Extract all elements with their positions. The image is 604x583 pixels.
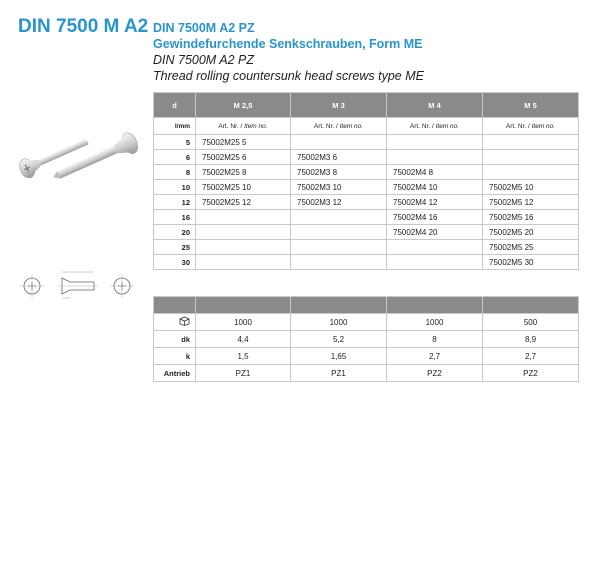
k-row [154,348,579,365]
k-label: k [154,348,196,365]
article-cell: 75002M3 8 [291,165,387,180]
drive-row [154,365,579,382]
length-cell: 5 [154,135,196,150]
dk-cell: 5,2 [291,331,387,348]
article-cell: 75002M4 10 [387,180,483,195]
article-cell: 75002M3 12 [291,195,387,210]
table-row [154,150,579,165]
article-cell [387,135,483,150]
title-english-code: DIN 7500M A2 PZ [153,53,254,67]
package-qty-cell: 1000 [387,314,483,331]
title-block [153,20,424,84]
article-cell: 75002M4 8 [387,165,483,180]
drive-label: Antrieb [154,365,196,382]
length-cell: 8 [154,165,196,180]
size-header: M 2,5 [196,93,291,118]
article-cell [196,210,291,225]
size-header-row [154,93,579,118]
article-cell: 75002M25 5 [196,135,291,150]
table-row [154,210,579,225]
article-cell: 75002M5 10 [483,180,579,195]
article-cell [291,240,387,255]
article-cell: 75002M5 25 [483,240,579,255]
dk-cell: 4,4 [196,331,291,348]
package-qty-cell: 500 [483,314,579,331]
article-cell: 75002M25 10 [196,180,291,195]
table-row [154,135,579,150]
article-cell [291,225,387,240]
length-cell: 12 [154,195,196,210]
article-cell: 75002M25 12 [196,195,291,210]
drive-cell: PZ1 [196,365,291,382]
length-cell: 20 [154,225,196,240]
article-cell [387,240,483,255]
article-cell: 75002M4 20 [387,225,483,240]
subheader-row [154,118,579,135]
length-cell: 30 [154,255,196,270]
article-cell [291,210,387,225]
dk-label: dk [154,331,196,348]
article-cell [196,225,291,240]
article-header: Art. Nr. / Item no. [291,118,387,135]
k-cell: 1,5 [196,348,291,365]
length-cell: 10 [154,180,196,195]
package-row [154,314,579,331]
table-row [154,195,579,210]
title-german: Gewindefurchende Senkschrauben, Form ME [153,37,423,51]
screw-photo [15,118,150,198]
article-cell: 75002M4 16 [387,210,483,225]
d-header: d [154,93,196,118]
dk-cell: 8,9 [483,331,579,348]
package-qty-cell: 1000 [196,314,291,331]
article-cell [387,150,483,165]
article-cell: 75002M3 10 [291,180,387,195]
article-cell [291,135,387,150]
k-cell: 1,65 [291,348,387,365]
k-cell: 2,7 [483,348,579,365]
article-header: Art. Nr. / Item no. [483,118,579,135]
length-cell: 25 [154,240,196,255]
article-cell [483,150,579,165]
dk-cell: 8 [387,331,483,348]
length-cell: 6 [154,150,196,165]
article-cell [387,255,483,270]
table-row [154,180,579,195]
drive-cell: PZ2 [483,365,579,382]
article-cell: 75002M5 30 [483,255,579,270]
article-cell: 75002M25 8 [196,165,291,180]
article-cell: 75002M3 6 [291,150,387,165]
article-cell [483,135,579,150]
title-english: Thread rolling countersunk head screws type ME [153,69,424,83]
length-cell: 16 [154,210,196,225]
article-cell: 75002M5 16 [483,210,579,225]
article-header: Art. Nr. / Item no. [196,118,291,135]
article-cell: 75002M4 12 [387,195,483,210]
technical-drawing [18,262,142,304]
article-cell [483,165,579,180]
table-row [154,240,579,255]
article-table [153,92,579,270]
article-cell: 75002M25 6 [196,150,291,165]
product-code: DIN 7500 M A2 [18,16,149,37]
article-cell: 75002M5 12 [483,195,579,210]
k-cell: 2,7 [387,348,483,365]
article-header: Art. Nr. / Item no. [387,118,483,135]
length-header: l/mm [154,118,196,135]
article-cell [196,240,291,255]
size-header: M 4 [387,93,483,118]
article-cell: 75002M5 20 [483,225,579,240]
package-icon [154,314,196,331]
dk-row [154,331,579,348]
article-cell [196,255,291,270]
package-qty-cell: 1000 [291,314,387,331]
table-row [154,225,579,240]
drive-cell: PZ1 [291,365,387,382]
size-header: M 3 [291,93,387,118]
article-cell [291,255,387,270]
title-german-code: DIN 7500M A2 PZ [153,21,255,35]
separator-row [154,297,579,314]
size-header: M 5 [483,93,579,118]
table-row [154,255,579,270]
drive-cell: PZ2 [387,365,483,382]
properties-table [153,296,579,382]
table-row [154,165,579,180]
